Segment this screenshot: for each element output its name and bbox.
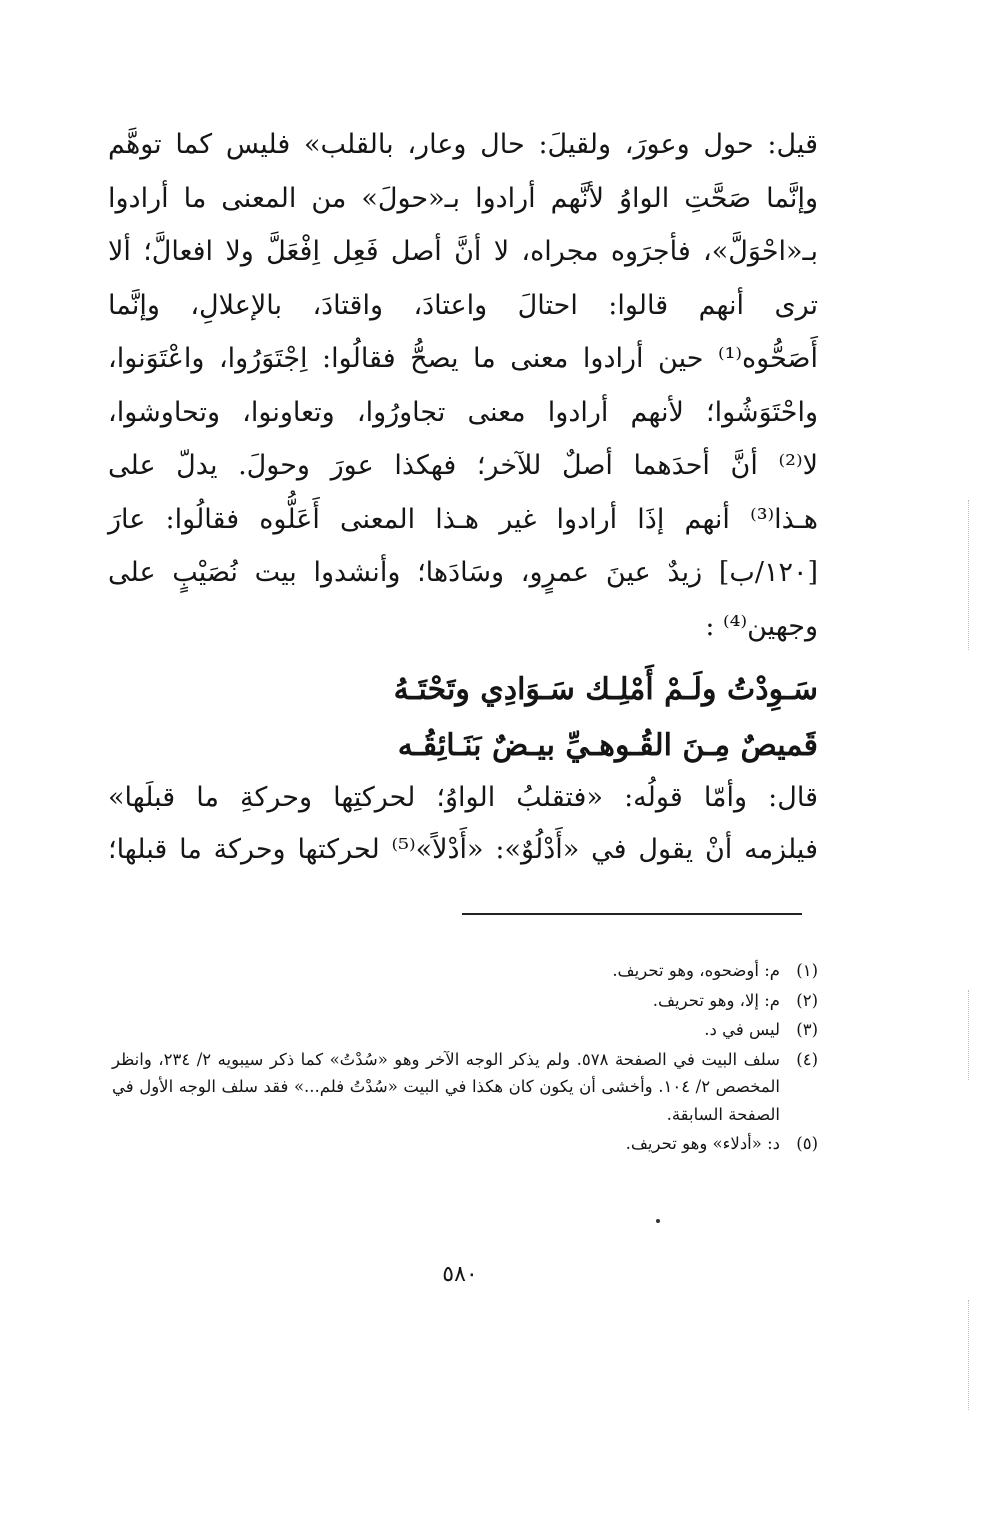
- footnote-3: [112, 1016, 818, 1044]
- page-number: ٥٨٠: [442, 1262, 478, 1287]
- footnote-text: م: أوضحوه، وهو تحريف.: [612, 961, 780, 980]
- text-line: وإنَّما صَحَّتِ الواوُ لأنَّهم أرادوا بـ«حولَ» من المعنى ما أرادوا: [108, 182, 818, 214]
- text-line: [١٢٠/ب] زيدٌ عينَ عمرٍو، وسَادَها؛ وأنشدوا بيت نُصَيْبٍ على: [108, 557, 818, 588]
- footnote-2: [112, 987, 818, 1015]
- text-line: قال: وأمّا قولُه: «فتقلبُ الواوُ؛ لحركتِها وحركةِ ما قبلَها»: [108, 782, 818, 813]
- footnote-separator: [462, 913, 802, 915]
- footnote-text: د: «أدلاء» وهو تحريف.: [625, 1134, 780, 1153]
- footnote-1: [112, 957, 818, 985]
- text-line: وجهين⁽⁴⁾ :: [705, 610, 818, 642]
- footnote-text: سلف البيت في الصفحة ٥٧٨. ولم يذكر الوجه الآخر وهو «سُدْتُ» كما ذكر سيبويه ٢/ ٢٣٤، وانظر المخصص ٢/ ١٠٤. وأخشى أن يكون كان هكذا في البيت «سُدْتُ فلم...» فقد سلف الوجه الأول في الصفحة السابقة.: [112, 1049, 781, 1124]
- scan-edge-mark: [968, 1300, 969, 1410]
- text-line: واحْتَوَشُوا؛ لأنهم أرادوا معنى تجاورُوا، وتعاونوا، وتحاوشوا،: [108, 396, 818, 428]
- stray-dot: [656, 1219, 660, 1223]
- verse-second-hemistich: قَميصٌ مِـنَ القُـوهـيِّ بيـضٌ بَنَـائِقُـه: [397, 728, 818, 763]
- footnote-number: (٥): [796, 1134, 818, 1153]
- text-line: فيلزمه أنْ يقول في «أَدْلُوٌ»: «أَدْلاً»⁽⁵⁾ لحركتها وحركة ما قبلها؛: [108, 834, 818, 865]
- text-line: قيل: حول وعورَ، ولقيلَ: حال وعار، بالقلب» فليس كما توهَّم: [108, 129, 818, 160]
- footnote-number: (١): [796, 961, 818, 980]
- footnote-5: [112, 1130, 818, 1158]
- footnote-4: [112, 1046, 818, 1129]
- footnote-number: (٢): [796, 990, 818, 1010]
- footnote-number: (٣): [796, 1020, 818, 1039]
- scan-edge-mark: [968, 500, 969, 650]
- main-text: [108, 118, 818, 653]
- scan-edge-mark: [968, 990, 969, 1080]
- text-line: أَصَحُّوه⁽¹⁾ حين أرادوا معنى ما يصحُّ فقالُوا: اِجْتَوَرُوا، واعْتَوَنوا،: [108, 343, 818, 374]
- continuation-text: [108, 772, 818, 876]
- footnote-text: ليس في د.: [704, 1020, 780, 1039]
- text-line: لا⁽²⁾ أنَّ أحدَهما أصلٌ للآخر؛ فهكذا عورَ وحولَ. يدلّ على: [108, 450, 818, 481]
- footnotes: [112, 957, 818, 1160]
- footnote-text: م: إلا، وهو تحريف.: [652, 990, 780, 1010]
- text-line: هـذا⁽³⁾ أنهم إذَا أرادوا غير هـذا المعنى أَعَلُّوه فقالُوا: عارَ: [108, 503, 818, 535]
- footnote-number: (٤): [796, 1049, 818, 1069]
- text-line: ترى أنهم قالوا: احتالَ واعتادَ، واقتادَ، بالإعلالِ، وإنَّما: [108, 289, 818, 321]
- text-line: بـ«احْوَلَّ»، فأجرَوه مجراه، لا أنَّ أصل فَعِل اِفْعَلَّ ولا افعالَّ؛ ألا: [108, 236, 818, 267]
- verse-first-hemistich: سَـوِدْتُ ولَـمْ أَمْلِـك سَـوَادِي وتَحْتَـهُ: [393, 672, 818, 707]
